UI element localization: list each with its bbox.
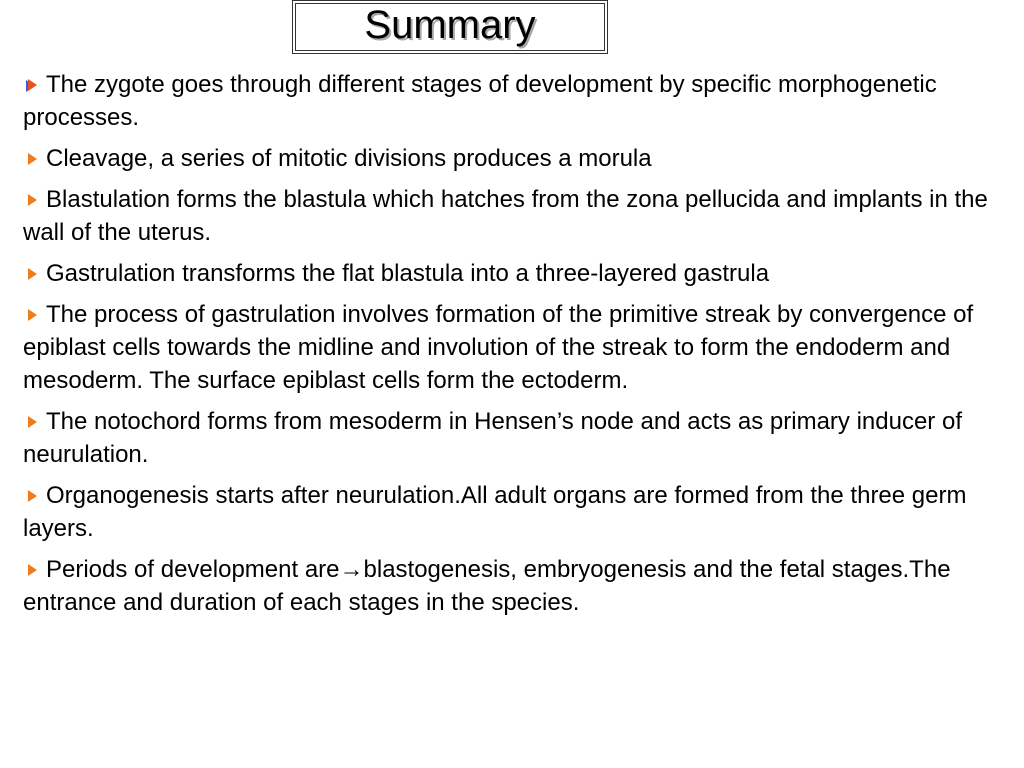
title-inner-frame <box>295 3 605 51</box>
bullet-item <box>23 405 1013 471</box>
triangle-right-icon <box>28 309 37 321</box>
bullet-text: The notochord forms from mesoderm in Hensen’s node and acts as primary inducer of neurulation. <box>23 408 962 468</box>
bullet-item <box>23 479 1013 545</box>
triangle-right-icon <box>28 490 37 502</box>
bullet-text: The process of gastrulation involves formation of the primitive streak by convergence of epiblast cells towards the midline and involution of the streak to form the endoderm and mesoderm. The surface epiblast cells form the ectoderm. <box>23 301 974 394</box>
triangle-right-icon <box>28 564 37 576</box>
slide-title: Summary <box>364 3 536 47</box>
bullet-item <box>23 298 1013 397</box>
triangle-right-icon <box>28 153 37 165</box>
title-frame <box>292 0 608 54</box>
bullet-item <box>23 142 1013 175</box>
bullet-text: Periods of development are→blastogenesis, embryogenesis and the fetal stages.The entrance and duration of each stages in the species. <box>23 556 951 616</box>
bullet-text: Organogenesis starts after neurulation.All adult organs are formed from the three germ layers. <box>23 482 967 542</box>
bullet-item <box>23 68 1013 134</box>
bullet-text: Cleavage, a series of mitotic divisions produces a morula <box>46 145 652 172</box>
bullet-list <box>23 68 1013 627</box>
triangle-right-icon <box>28 194 37 206</box>
bullet-item <box>23 553 1013 619</box>
bullet-text: Gastrulation transforms the flat blastula into a three-layered gastrula <box>46 260 770 287</box>
bullet-item <box>23 257 1013 290</box>
bullet-text: Blastulation forms the blastula which hatches from the zona pellucida and implants in the wall of the uterus. <box>23 186 988 246</box>
triangle-right-icon <box>28 416 37 428</box>
triangle-right-icon <box>28 79 37 91</box>
bullet-text: The zygote goes through different stages of development by specific morphogenetic processes. <box>23 71 937 131</box>
triangle-right-icon <box>28 268 37 280</box>
bullet-item <box>23 183 1013 249</box>
